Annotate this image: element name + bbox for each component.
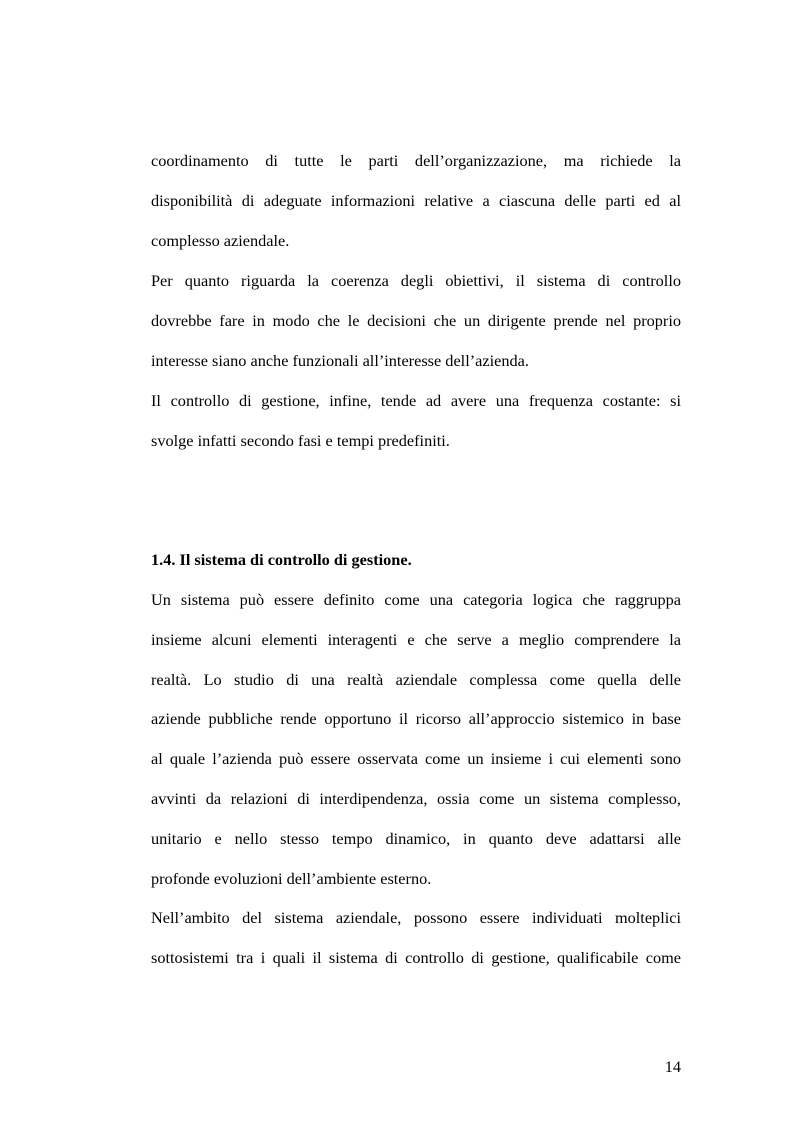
body-text-line: disponibilità di adeguate informazioni relative a ciascuna delle parti ed al	[151, 191, 681, 210]
body-text-line: interesse siano anche funzionali all’interesse dell’azienda.	[151, 351, 529, 370]
body-text-line: svolge infatti secondo fasi e tempi predefiniti.	[151, 431, 450, 450]
body-text-line: al quale l’azienda può essere osservata come un insieme i cui elementi sono	[151, 749, 681, 768]
body-text-line: avvinti da relazioni di interdipendenza, ossia come un sistema complesso,	[151, 789, 681, 808]
section-heading: 1.4. Il sistema di controllo di gestione.	[151, 550, 412, 569]
body-text-line: Nell’ambito del sistema aziendale, possono essere individuati molteplici	[151, 908, 681, 927]
body-text-line: complesso aziendale.	[151, 231, 290, 250]
body-text-line: profonde evoluzioni dell’ambiente esterno.	[151, 869, 432, 888]
body-text-line: insieme alcuni elementi interagenti e che serve a meglio comprendere la	[151, 630, 681, 649]
body-text-line: coordinamento di tutte le parti dell’organizzazione, ma richiede la	[151, 151, 681, 170]
body-text-line: sottosistemi tra i quali il sistema di controllo di gestione, qualificabile come	[151, 948, 681, 967]
body-text-line: Per quanto riguarda la coerenza degli obiettivi, il sistema di controllo	[151, 271, 681, 290]
page-number: 14	[664, 1057, 681, 1076]
body-text-line: unitario e nello stesso tempo dinamico, in quanto deve adattarsi alle	[151, 829, 681, 848]
body-text-line: Un sistema può essere definito come una categoria logica che raggruppa	[151, 590, 681, 609]
body-text-line: Il controllo di gestione, infine, tende ad avere una frequenza costante: si	[151, 391, 681, 410]
body-text-line: dovrebbe fare in modo che le decisioni che un dirigente prende nel proprio	[151, 311, 681, 330]
body-text-line: aziende pubbliche rende opportuno il ricorso all’approccio sistemico in base	[151, 709, 681, 728]
body-text-line: realtà. Lo studio di una realtà aziendale complessa come quella delle	[151, 670, 681, 689]
